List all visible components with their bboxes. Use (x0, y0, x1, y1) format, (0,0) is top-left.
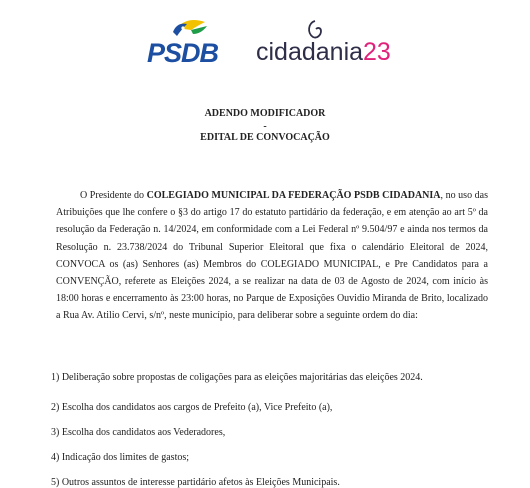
psdb-logo (147, 16, 223, 70)
document-title: ADENDO MODIFICADOR (204, 108, 326, 119)
organization-name: COLEGIADO MUNICIPAL DA FEDERAÇÃO PSDB CIDADANIA (146, 190, 441, 201)
paragraph-intro: O Presidente do (80, 190, 147, 201)
title-separator: - (263, 121, 267, 132)
agenda-item-4: 4) Indicação dos limites de gastos; (51, 452, 190, 463)
agenda-item-2: 2) Escolha dos candidatos aos cargos de Prefeito (a), Vice Prefeito (a), (51, 402, 333, 413)
cidadania-number: 23 (363, 38, 391, 66)
paragraph-body: , no uso das Atribuições que lhe confere o §3 do artigo 17 do estatuto partidário da federação, e em atenção ao art 5º da resolução da Federação n. 14/2024, em conformidade com a Lei Federal nº 9.504/97 e ainda nos termos da Resolução n. 23.738/2024 do Tribunal Superior Eleitoral que fixa o calendário Eleitoral de 2024, CONVOCA os (as) Senhores (as) Membros do COLEGIADO MUNICIPAL, e Pre Candidatos para a CONVENÇÃO, referete as Eleições 2024, a se realizar na data de 03 de Agosto de 2024, com início às 18:00 horas e encerramento às 23:00 horas, no Parque de Exposições Ouvidio Miranda de Brito, localizado a Rua Av. Atilio Cervi, s/nº, neste município, para deliberar sobre a seguinte ordem do dia: (56, 190, 488, 322)
agenda-item-3: 3) Escolha dos candidatos aos Vederadores, (51, 427, 226, 438)
agenda-item-1: 1) Deliberação sobre propostas de coligações para as eleições majoritárias das eleições 2024. (51, 372, 423, 383)
cidadania-word: cidadania (256, 38, 364, 66)
agenda-item-5: 5) Outros assuntos de interesse partidário afetos às Eleições Municipais. (51, 477, 340, 488)
document-subtitle: EDITAL DE CONVOCAÇÃO (200, 132, 330, 143)
cidadania-logo (256, 16, 396, 70)
psdb-wordmark: PSDB (147, 38, 219, 68)
header-logos (0, 12, 530, 72)
convocation-paragraph (56, 187, 488, 325)
cidadania-wordmark (256, 38, 391, 67)
